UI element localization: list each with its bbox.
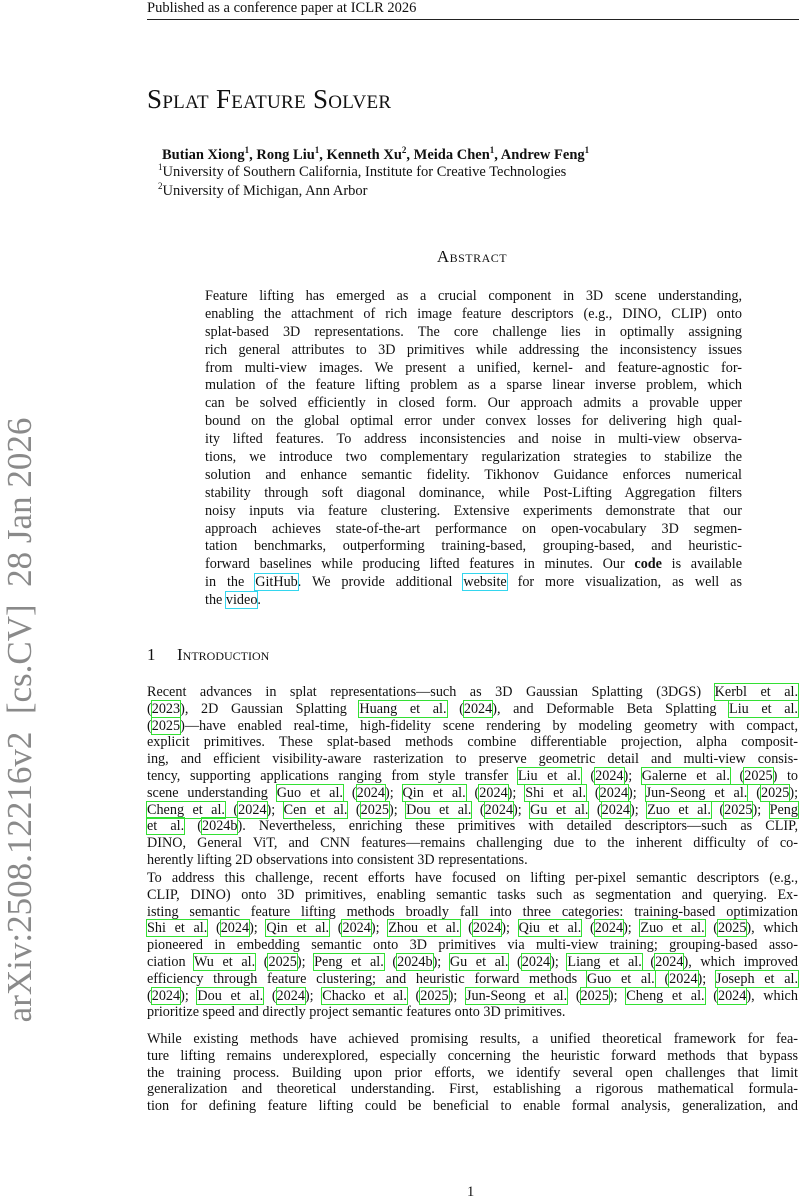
citation-link[interactable]: 2024 — [276, 987, 305, 1004]
section-title: Introduction — [177, 645, 270, 664]
text-line: tions, we introduce two complementary regularization strategies to stabilize the — [205, 449, 742, 466]
text-line: prioritize speed and directly project semantic features onto 3D primitives. — [147, 1004, 566, 1021]
citation-link[interactable]: Zhou et al. — [388, 920, 460, 937]
bold-text: code — [634, 556, 662, 573]
text-line: ture lifting remains underexplored, especially concerning the heuristic forward methods that bypass — [147, 1047, 798, 1064]
citation-link[interactable]: Shi et al. — [525, 784, 587, 801]
citation-link[interactable]: 2024 — [521, 953, 551, 970]
text-line: CLIP, DINO) onto 3D primitives, enabling semantic tasks such as segmentation and querying. Ex- — [147, 886, 798, 903]
author-name: Andrew Feng — [500, 146, 585, 163]
citation-link[interactable]: 2024 — [151, 987, 181, 1004]
citation-link[interactable]: 2024 — [472, 920, 502, 937]
affiliation-number: 2 — [158, 181, 163, 191]
author-name: Rong Liu — [256, 146, 315, 163]
citation-link[interactable]: Dou et al. — [197, 987, 264, 1004]
citation-link[interactable]: 2024b — [202, 818, 238, 835]
citation-link[interactable]: Guo et al. — [586, 970, 655, 987]
text-line: tency, supporting applications ranging from style transfer Liu et al. (2024); Galerne et al. (2025) to — [147, 767, 798, 784]
text-line: To address this challenge, recent efforts have focused on lifting per-pixel semantic descriptors (e.g., — [147, 870, 798, 886]
text-line: mulation of the feature lifting problem as a sparse linear inverse problem, which — [205, 377, 742, 394]
citation-link[interactable]: 2025 — [420, 987, 449, 1004]
text-line: in the GitHub. We provide additional website for more visualization, as well as — [205, 574, 742, 591]
text-line: pioneered in embedding semantic onto 3D primitives via multi-view training; grouping-based asso- — [147, 937, 798, 954]
text-line: Cheng et al. (2024); Cen et al. (2025); Dou et al. (2024); Gu et al. (2024); Zuo et al. (2025); Peng — [147, 801, 798, 818]
citation-link[interactable]: Kerbl et al. — [714, 684, 798, 700]
citation-link[interactable]: Joseph et al. — [715, 970, 798, 987]
citation-link[interactable]: Peng et al. — [314, 953, 384, 970]
intro-paragraph-2 — [147, 870, 798, 1021]
page-number: 1 — [467, 1184, 475, 1200]
citation-link[interactable]: 2024 — [595, 767, 624, 784]
citation-link[interactable]: Cheng et al. — [626, 987, 705, 1004]
author-name: Butian Xiong — [162, 146, 245, 163]
citation-link[interactable]: 2025 — [744, 767, 773, 784]
citation-link[interactable]: 2025 — [760, 784, 790, 801]
citation-link[interactable]: Gu et al. — [530, 801, 589, 818]
abstract-body — [205, 288, 742, 610]
citation-link[interactable]: 2025 — [718, 920, 747, 937]
arxiv-sidebar-stamp: arXiv:2508.12216v2 [cs.CV] 28 Jan 2026 — [0, 417, 39, 1023]
citation-link[interactable]: Jun-Seong et al. — [645, 784, 748, 801]
author-name: Kenneth Xu — [326, 146, 402, 163]
text-line: solution and enhance semantic fidelity. Tikhonov Guidance enforces numerical — [205, 466, 742, 483]
citation-link[interactable]: Zuo et al. — [647, 801, 711, 818]
text-line: noisy inputs via feature clustering. Extensive experiments demonstrate that our — [205, 502, 742, 519]
citation-link[interactable]: 2024 — [238, 801, 267, 818]
citation-link[interactable]: Cen et al. — [283, 801, 348, 818]
citation-link[interactable]: 2024 — [356, 784, 385, 801]
citation-link[interactable]: 2024 — [601, 801, 630, 818]
citation-link[interactable]: Wu et al. — [193, 953, 256, 970]
text-line: Feature lifting has emerged as a crucial component in 3D scene understanding, — [205, 288, 742, 304]
citation-link[interactable]: 2024 — [717, 987, 747, 1004]
author-affiliation-mark: 1 — [244, 145, 250, 155]
author-affiliation-mark: 2 — [401, 145, 407, 155]
citation-link[interactable]: Cheng et al. — [147, 801, 225, 818]
header-rule — [147, 19, 799, 20]
affiliation-text: University of Southern California, Institute for Creative Technologies — [162, 163, 567, 180]
citation-link[interactable]: 2024b — [397, 953, 433, 970]
text-line: enabling the attachment of rich image feature descriptors (e.g., DINO, CLIP) onto — [205, 305, 742, 322]
section-number: 1 — [147, 645, 156, 664]
affiliation-1 — [158, 162, 566, 181]
text-line: DINO, General ViT, and CNN features—remains challenging due to the inherent difficulty of co- — [147, 835, 798, 852]
citation-link[interactable]: 2023 — [151, 700, 181, 717]
citation-link[interactable]: 2024 — [594, 920, 624, 937]
text-line: splat-based 3D representations. The core challenge lies in optimally assigning — [205, 323, 742, 340]
citation-link[interactable]: 2025 — [580, 987, 609, 1004]
citation-link[interactable]: 2024 — [220, 920, 250, 937]
citation-link[interactable]: Huang et al. — [359, 700, 447, 717]
citation-link[interactable]: et al. — [147, 818, 185, 835]
citation-link[interactable]: 2024 — [599, 784, 629, 801]
text-line: forward baselines while producing lifted features in minutes. Our code is available — [205, 556, 742, 573]
citation-link[interactable]: Dou et al. — [406, 801, 472, 818]
paper-title: Splat Feature Solver — [147, 84, 392, 114]
hyperlink[interactable]: website — [463, 574, 507, 591]
text-line: can be solved efficiently in closed form. Our approach admits a provable upper — [205, 395, 742, 412]
citation-link[interactable]: 2025 — [724, 801, 753, 818]
text-line: (2024); Dou et al. (2024); Chacko et al. (2025); Jun-Seong et al. (2025); Cheng et al. (2024), which — [147, 987, 798, 1004]
text-line: Shi et al. (2024); Qin et al. (2024); Zhou et al. (2024); Qiu et al. (2024); Zuo et al. (2025), which — [147, 920, 799, 937]
citation-link[interactable]: 2024 — [342, 920, 371, 937]
intro-paragraph-1 — [147, 684, 798, 869]
citation-link[interactable]: Liu et al. — [729, 700, 798, 717]
text-line: rich general attributes to 3D primitives while addressing the inconsistency issues — [205, 341, 742, 358]
text-line: Recent advances in splat representations—such as 3D Gaussian Splatting (3DGS) Kerbl et al. — [147, 684, 798, 700]
text-line: (2023), 2D Gaussian Splatting Huang et al. (2024), and Deformable Beta Splatting Liu et al. — [147, 700, 798, 717]
citation-link[interactable]: Guo et al. — [276, 784, 343, 801]
citation-link[interactable]: Liu et al. — [517, 767, 581, 784]
citation-link[interactable]: 2025 — [151, 717, 181, 734]
affiliation-text: University of Michigan, Ann Arbor — [162, 182, 368, 199]
citation-link[interactable]: 2024 — [655, 953, 684, 970]
text-line: ciation Wu et al. (2025); Peng et al. (2024b); Gu et al. (2024); Liang et al. (2024), which improved — [147, 953, 799, 970]
affiliation-2 — [158, 181, 368, 200]
text-line: scene understanding Guo et al. (2024); Qin et al. (2024); Shi et al. (2024); Jun-Seong et al. (2025); — [147, 784, 799, 801]
text-line: While existing methods have achieved promising results, a unified theoretical framework for fea- — [147, 1031, 798, 1047]
citation-link[interactable]: 2024 — [479, 784, 508, 801]
citation-link[interactable]: Liang et al. — [567, 953, 642, 970]
affiliation-number: 1 — [158, 162, 163, 172]
citation-link[interactable]: Shi et al. — [147, 920, 208, 937]
author-list: Butian Xiong$^1$, Rong Liu$^1$, Kenneth Xu$^2$, Meida Chen$^1$, Andrew Feng$^1$ — [162, 145, 590, 163]
text-line: stability through soft diagonal dominance, while Post-Lifting Aggregation filters — [205, 484, 742, 501]
author-affiliation-mark: 1 — [489, 145, 495, 155]
text-line: the video. — [205, 592, 261, 609]
text-line: herently lifting 2D observations into consistent 3D representations. — [147, 851, 528, 868]
citation-link[interactable]: 2025 — [360, 801, 389, 818]
citation-link[interactable]: Gu et al. — [449, 953, 509, 970]
text-line: approach achieves state-of-the-art performance on open-vocabulary 3D segmen- — [205, 520, 742, 537]
running-header: Published as a conference paper at ICLR 2026 — [147, 0, 417, 16]
author-name: Meida Chen — [413, 146, 490, 163]
citation-link[interactable]: 2025 — [268, 953, 297, 970]
citation-link[interactable]: 2024 — [463, 700, 493, 717]
hyperlink[interactable]: GitHub — [255, 574, 298, 591]
citation-link[interactable]: Zuo et al. — [640, 920, 705, 937]
citation-link[interactable]: 2024 — [669, 970, 698, 987]
hyperlink[interactable]: video — [225, 592, 258, 609]
text-line: efficiency through feature clustering; and heuristic forward methods Guo et al. (2024); Joseph et al. — [147, 970, 798, 987]
text-line: ing, and efficient visibility-aware rasterization to preserve geometric detail and multi-view consis- — [147, 751, 798, 768]
citation-link[interactable]: Peng — [769, 801, 798, 818]
abstract-heading: Abstract — [436, 247, 508, 266]
text-line: ity lifted features. To address inconsistencies and noise in multi-view observa- — [205, 431, 742, 448]
text-line: generalization and theoretical understanding. First, establishing a rigorous mathematical formula- — [147, 1081, 798, 1098]
text-line: et al. (2024b). Nevertheless, enriching these primitives with detailed descriptors—such as CLIP, — [147, 818, 798, 835]
text-line: tion for defining feature lifting could be beneficial to enable formal analysis, generalization, and — [147, 1098, 798, 1115]
text-line: tation benchmarks, outperforming training-based, grouping-based, and heuristic- — [205, 538, 742, 555]
citation-link[interactable]: Qin et al. — [402, 784, 466, 801]
citation-link[interactable]: Galerne et al. — [641, 767, 730, 784]
author-affiliation-mark: 1 — [314, 145, 320, 155]
text-line: the training process. Building upon prior efforts, we identify several open challenges that limit — [147, 1064, 798, 1081]
citation-link[interactable]: Qin et al. — [266, 920, 330, 937]
citation-link[interactable]: Chacko et al. — [322, 987, 407, 1004]
text-line: isting semantic feature lifting methods broadly fall into three categories: training-based optimization — [147, 903, 798, 920]
author-affiliation-mark: 1 — [584, 145, 590, 155]
citation-link[interactable]: Qiu et al. — [518, 920, 582, 937]
citation-link[interactable]: Jun-Seong et al. — [465, 987, 568, 1004]
text-line: explicit primitives. These splat-based methods combine differentiable projection, alpha composit- — [147, 734, 798, 751]
section-heading-introduction — [147, 645, 269, 665]
citation-link[interactable]: 2024 — [484, 801, 514, 818]
text-line: from multi-view images. We present a unified, kernel- and feature-agnostic for- — [205, 359, 742, 376]
text-line: bound on the global optimal error under convex losses for delivering high qual- — [205, 413, 742, 430]
intro-paragraph-3 — [147, 1031, 798, 1115]
text-line: (2025)—have enabled real-time, high-fidelity scene rendering by modeling geometry with compact, — [147, 717, 798, 734]
